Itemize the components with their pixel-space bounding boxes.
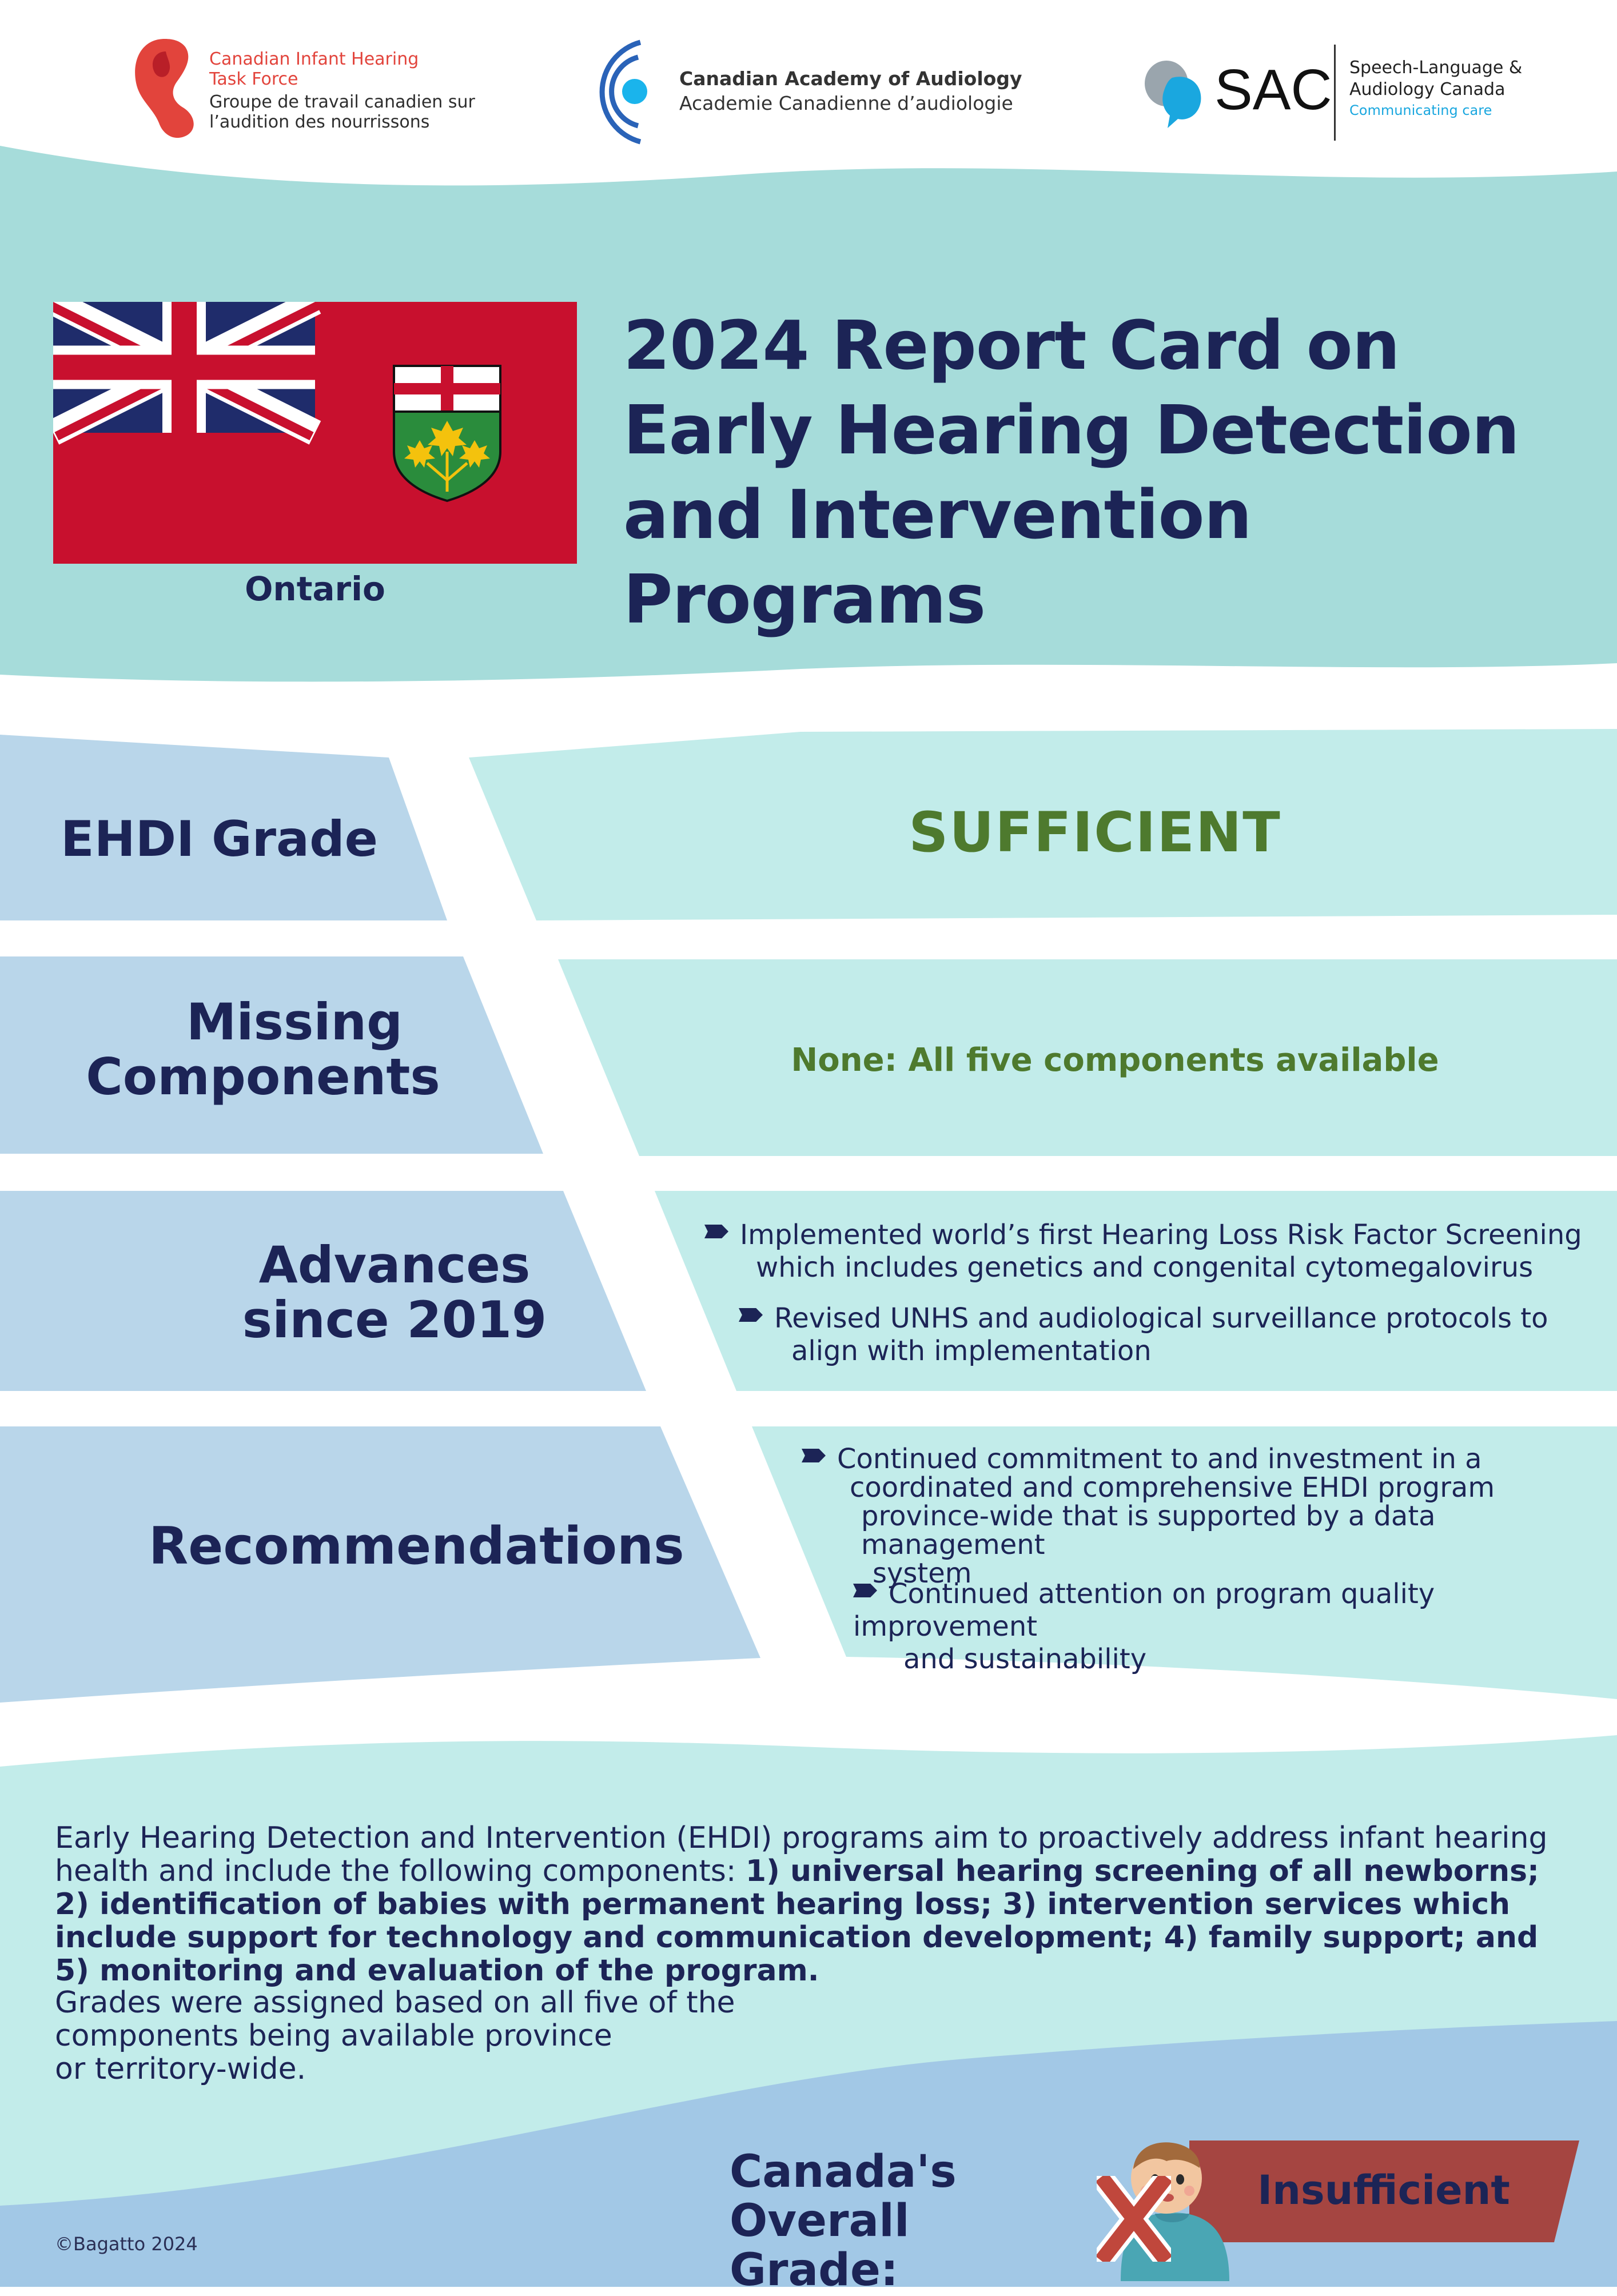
recommendations-item <box>853 1578 1614 1676</box>
bullet-arrow-icon <box>853 1584 877 1597</box>
bullet-arrow-icon <box>802 1449 826 1462</box>
caa-name-fr: Academie Canadienne d’audiologie <box>679 92 1013 114</box>
bullet-arrow-icon <box>704 1225 728 1238</box>
union-jack <box>53 302 318 436</box>
rec-item-1-line-1: Continued commitment to and investment in a <box>837 1443 1482 1475</box>
missing-label-line-1: Missing <box>186 992 403 1051</box>
title-line-1: 2024 Report Card on <box>623 306 1400 385</box>
rec-item-2-line-1: Continued attention on program quality improvement <box>853 1578 1435 1643</box>
sac-speech-icon <box>1144 56 1206 130</box>
grade-label: EHDI Grade <box>61 811 378 868</box>
rec-item-1-line-2: coordinated and comprehensive EHDI program <box>850 1472 1495 1504</box>
bullet-arrow-icon <box>739 1308 763 1322</box>
cihtf-logo <box>130 34 473 149</box>
x-mark-icon <box>1097 2176 1171 2262</box>
rec-item-2-line-2: and sustainability <box>903 1643 1147 1675</box>
missing-label <box>80 992 446 1106</box>
advances-item <box>739 1302 1608 1368</box>
rec-item-1-line-4: system <box>873 1557 972 1589</box>
cihtf-name-en-1: Canadian Infant Hearing <box>209 49 419 69</box>
page-title <box>623 303 1607 641</box>
ontario-shield-icon <box>394 366 500 501</box>
sac-abbr: SAC <box>1214 58 1332 122</box>
ehdi-description-intro: Early Hearing Detection and Intervention (EHDI) programs aim to proactively address infant hearing health and include the following components: <box>55 1821 1548 1888</box>
ontario-flag <box>53 302 577 564</box>
title-line-3: and Intervention Programs <box>623 475 1252 639</box>
grade-value: SUFFICIENT <box>909 800 1281 864</box>
grading-note-line-2: components being available province <box>55 2019 612 2053</box>
overall-grade-label <box>730 2147 1073 2295</box>
advances-item-1-line-2: which includes genetics and congenital cytomegalovirus <box>756 1251 1534 1283</box>
rec-item-1-line-3: province-wide that is supported by a data management <box>861 1500 1436 1561</box>
sac-divider <box>1334 45 1336 141</box>
overall-grade-label-line-2: Overall Grade: <box>730 2195 910 2296</box>
sac-logo <box>1144 45 1544 142</box>
advances-item <box>704 1219 1608 1284</box>
caa-name-en: Canadian Academy of Audiology <box>679 67 1022 90</box>
cihtf-name-en-2: Task Force <box>209 69 298 90</box>
cihtf-name-fr-2: l’audition des nourrissons <box>209 112 430 133</box>
ehdi-description <box>55 1821 1570 1987</box>
overall-grade-label-line-1: Canada's <box>730 2146 957 2198</box>
ehdi-description-components: 1) universal hearing screening of all newborns; 2) identification of babies with permanent hearing loss; 3) intervention services which include support for technology and communication development; 4) family support; and 5) monitoring and evaluation of the program. <box>55 1854 1539 1988</box>
advances-label-line-1: Advances <box>258 1235 531 1294</box>
advances-label <box>240 1235 549 1349</box>
sac-name-1: Speech-Language & <box>1349 58 1523 78</box>
advances-item-2-line-1: Revised UNHS and audiological surveillance protocols to <box>774 1302 1548 1334</box>
cihtf-name-fr-1: Groupe de travail canadien sur <box>209 91 475 112</box>
sac-name-2: Audiology Canada <box>1349 79 1506 99</box>
grading-note <box>55 1986 798 2086</box>
advances-item-2-line-2: align with implementation <box>791 1335 1152 1367</box>
advances-item-1-line-1: Implemented world’s first Hearing Loss Risk Factor Screening <box>740 1219 1582 1251</box>
province-name: Ontario <box>245 569 385 608</box>
recommendations-label: Recommendations <box>149 1516 684 1576</box>
grading-note-line-3: or territory-wide. <box>55 2052 306 2086</box>
missing-label-line-2: Components <box>86 1047 440 1106</box>
grading-note-line-1: Grades were assigned based on all five of the <box>55 1986 735 2020</box>
advances-label-line-2: since 2019 <box>242 1290 547 1349</box>
overall-grade-value: Insufficient <box>1257 2167 1510 2214</box>
copyright: ©Bagatto 2024 <box>55 2233 198 2255</box>
caa-logo <box>583 38 1052 146</box>
caa-sound-icon <box>583 38 652 146</box>
cihtf-ear-icon <box>130 34 199 143</box>
title-line-2: Early Hearing Detection <box>623 390 1519 469</box>
missing-value: None: All five components available <box>791 1042 1439 1079</box>
recommendations-item <box>802 1445 1614 1588</box>
sac-tagline: Communicating care <box>1349 102 1492 118</box>
